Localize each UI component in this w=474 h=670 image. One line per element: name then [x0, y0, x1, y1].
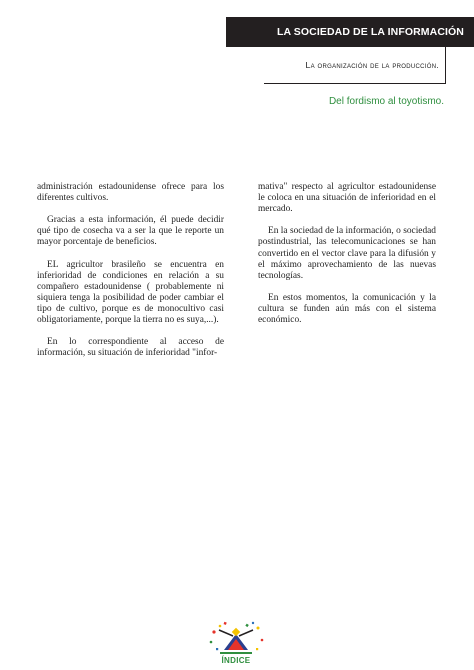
index-label: ÍNDICE [221, 656, 251, 665]
section-title: La organización de la producción. [305, 60, 439, 70]
book-title-bar [226, 17, 474, 47]
index-logo-icon [206, 620, 266, 658]
index-link[interactable] [206, 620, 266, 670]
book-title: LA SOCIEDAD DE LA INFORMACIÓN [276, 26, 464, 38]
right-text-column [258, 182, 436, 337]
paragraph: En estos momentos, la comunicación y la cultura se funden aún más con el sistema económico. [258, 292, 436, 326]
paragraph: EL agricultor brasileño se encuentra en inferioridad de condiciones en relación a su compañero estadounidense ( probablemente ni siquiera tenga la posibilidad de poder cambiar el tipo de cultivo, porque es de monocultivo casi obligatoriamente, porque la tierra no es suya,...). [37, 259, 224, 326]
paragraph: En la sociedad de la información, o sociedad postindustrial, las telecomunicaciones se han convertido en el vector clave para la difusión y el máximo aprovechamiento de las nuevas tecnologías. [258, 226, 436, 281]
paragraph: En lo correspondiente al acceso de información, su situación de inferioridad "infor- [37, 337, 224, 359]
paragraph: administración estadounidense ofrece para los diferentes cultivos. [37, 182, 224, 204]
left-text-column [37, 182, 224, 371]
paragraph: mativa" respecto al agricultor estadounidense le coloca en una situación de inferioridad en el mercado. [258, 182, 436, 215]
section-title-box [264, 47, 446, 84]
chapter-title: Del fordismo al toyotismo. [328, 96, 444, 107]
paragraph: Gracias a esta información, él puede decidir qué tipo de cosecha va a ser la que le reporte un mayor porcentaje de beneficios. [37, 215, 224, 248]
